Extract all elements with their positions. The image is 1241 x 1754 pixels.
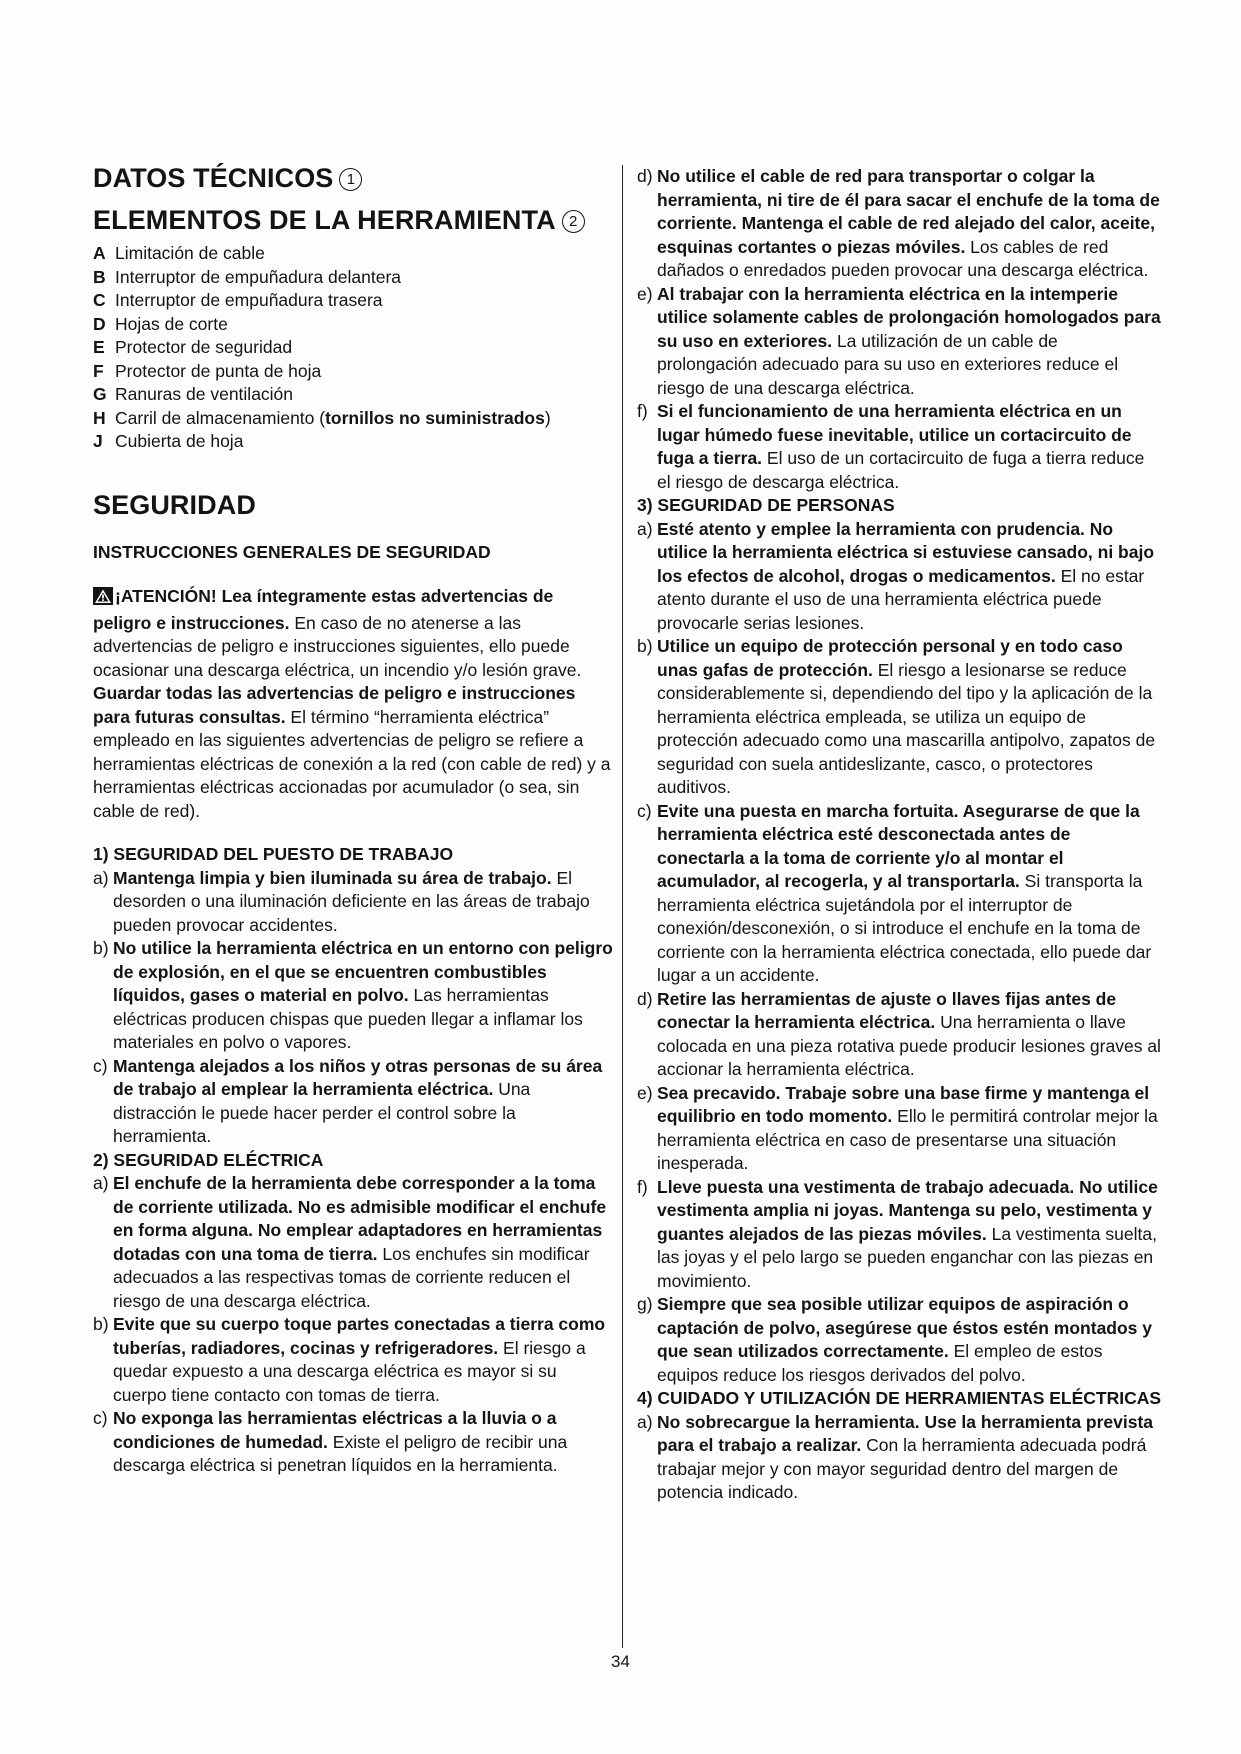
- component-item: H Carril de almacenamiento (tornillos no suministrados): [93, 407, 551, 428]
- section-title-workplace: 1) SEGURIDAD DEL PUESTO DE TRABAJO: [93, 844, 454, 864]
- heading-technical-data: DATOS TÉCNICOS 1: [93, 160, 613, 196]
- list-item: e) Sea precavido. Trabaje sobre una base firme y mantenga el equilibrio en todo momento. Ello le permitirá controlar mejor la herramienta eléctrica en caso de presentarse una situación inesperada.: [637, 1082, 1158, 1173]
- component-item: C Interruptor de empuñadura trasera: [93, 290, 383, 310]
- list-item: e) Al trabajar con la herramienta eléctrica en la intemperie utilice solamente cables de prolongación homologados para su uso en exteriores. La utilización de un cable de prolongación adecuado para su uso en exteriores reduce el riesgo de una descarga eléctrica.: [637, 283, 1161, 398]
- component-list: [93, 242, 613, 454]
- warning-paragraph: ¡ATENCIÓN! Lea íntegramente estas advertencias de peligro e instrucciones. En caso de no atenerse a las advertencias de peligro e instrucciones siguientes, ello puede ocasionar una descarga eléctrica, un incendio y/o lesión grave. Guardar todas las advertencias de peligro e instrucciones para futuras consultas. El término “herramienta eléctrica” empleado en las siguientes advertencias de peligro se refiere a herramientas eléctricas de conexión a la red (con cable de red) y a herramientas eléctricas accionadas por acumulador (o sea, sin cable de red).: [93, 586, 611, 821]
- heading-tool-elements: ELEMENTOS DE LA HERRAMIENTA 2: [93, 202, 613, 238]
- component-item: J Cubierta de hoja: [93, 431, 244, 451]
- list-item: b) No utilice la herramienta eléctrica en un entorno con peligro de explosión, en el que se encuentren combustibles líquidos, gases o material en polvo. Las herramientas eléctricas producen chispas que pueden llegar a inflamar los materiales en polvo o vapores.: [93, 938, 613, 1052]
- list-item: d) Retire las herramientas de ajuste o llaves fijas antes de conectar la herramienta eléctrica. Una herramienta o llave colocada en una pieza rotativa puede producir lesiones graves al accionar la herramienta eléctrica.: [637, 988, 1161, 1079]
- list-item: a) El enchufe de la herramienta debe corresponder a la toma de corriente utilizada. No es admisible modificar el enchufe en forma alguna. No emplear adaptadores en herramientas dotadas con una toma de tierra. Los enchufes sin modificar adecuados a las respectivas tomas de corriente reducen el riesgo de una descarga eléctrica.: [93, 1173, 607, 1311]
- list-item: c) No exponga las herramientas eléctricas a la lluvia o a condiciones de humedad. Existe el peligro de recibir una descarga eléctrica si penetran líquidos en la herramienta.: [93, 1408, 568, 1475]
- list-item: c) Mantenga alejados a los niños y otras personas de su área de trabajo al emplear la herramienta eléctrica. Una distracción le puede hacer perder el control sobre la herramienta.: [93, 1055, 603, 1146]
- right-column: [637, 165, 1162, 1505]
- left-column: [93, 160, 613, 1478]
- list-item: b) Evite que su cuerpo toque partes conectadas a tierra como tuberías, radiadores, cocinas y refrigeradores. El riesgo a quedar expuesto a una descarga eléctrica es mayor si su cuerpo tiene contacto con tomas de tierra.: [93, 1314, 606, 1405]
- list-item: a) Mantenga limpia y bien iluminada su área de trabajo. El desorden o una iluminación deficiente en las áreas de trabajo pueden provocar accidentes.: [93, 867, 590, 935]
- list-item: c) Evite una puesta en marcha fortuita. Asegurarse de que la herramienta eléctrica esté desconectada antes de conectarla a la toma de corriente y/o al montar el acumulador, al recogerla, y al transportarla. Si transporta la herramienta eléctrica sujetándola por el interruptor de conexión/desconexión, o si introduce el enchufe en la toma de corriente con la herramienta eléctrica conectada, ello puede dar lugar a un accidente.: [637, 800, 1152, 985]
- component-item: E Protector de seguridad: [93, 337, 293, 357]
- section-title-tool-care: 4) CUIDADO Y UTILIZACIÓN DE HERRAMIENTAS ELÉCTRICAS: [637, 1388, 1162, 1408]
- general-safety-subtitle: INSTRUCCIONES GENERALES DE SEGURIDAD: [93, 541, 491, 562]
- list-item: a) No sobrecargue la herramienta. Use la herramienta prevista para el trabajo a realizar. Con la herramienta adecuada podrá trabajar mejor y con mayor seguridad dentro del margen de potencia indicado.: [637, 1411, 1154, 1502]
- component-item: D Hojas de corte: [93, 313, 228, 334]
- section-title-personal: 3) SEGURIDAD DE PERSONAS: [637, 495, 895, 515]
- list-item: f) Lleve puesta una vestimenta de trabajo adecuada. No utilice vestimenta amplia ni joyas. Mantenga su pelo, vestimenta y guantes alejados de las piezas móviles. La vestimenta suelta, las joyas y el pelo largo se pueden enganchar con las piezas en movimiento.: [637, 1176, 1158, 1291]
- list-item: g) Siempre que sea posible utilizar equipos de aspiración o captación de polvo, asegúrese que éstos estén montados y que sean utilizados correctamente. El empleo de estos equipos reduce los riesgos derivados del polvo.: [637, 1294, 1153, 1385]
- heading-safety: SEGURIDAD: [93, 489, 256, 520]
- column-divider: [622, 165, 623, 1648]
- warning-icon: [93, 587, 113, 612]
- component-item: B Interruptor de empuñadura delantera: [93, 266, 402, 287]
- list-item: b) Utilice un equipo de protección personal y en todo caso unas gafas de protección. El riesgo a lesionarse se reduce considerablemente si, dependiendo del tipo y la aplicación de la herramienta eléctrica empleada, se utiliza un equipo de protección adecuado como una mascarilla antipolvo, zapatos de seguridad con suela antideslizante, casco, o protectores auditivos.: [637, 636, 1156, 797]
- section-title-electrical: 2) SEGURIDAD ELÉCTRICA: [93, 1149, 324, 1170]
- list-item: f) Si el funcionamiento de una herramienta eléctrica en un lugar húmedo fuese inevitable, utilice un cortacircuito de fuga a tierra. El uso de un cortacircuito de fuga a tierra reduce el riesgo de descarga eléctrica.: [637, 401, 1145, 492]
- component-item: F Protector de punta de hoja: [93, 360, 322, 381]
- component-item: G Ranuras de ventilación: [93, 384, 294, 404]
- page-number: 34: [611, 1652, 630, 1671]
- component-item: A Limitación de cable: [93, 243, 265, 263]
- list-item: d) No utilice el cable de red para transportar o colgar la herramienta, ni tire de él para sacar el enchufe de la toma de corriente. Mantenga el cable de red alejado del calor, aceite, esquinas cortantes o piezas móviles. Los cables de red dañados o enredados pueden provocar una descarga eléctrica.: [637, 166, 1160, 280]
- figure-reference-1: 1: [339, 168, 362, 191]
- list-item: a) Esté atento y emplee la herramienta con prudencia. No utilice la herramienta eléctrica si estuviese cansado, ni bajo los efectos de alcohol, drogas o medicamentos. El no estar atento durante el uso de una herramienta eléctrica puede provocarle serias lesiones.: [637, 518, 1155, 633]
- figure-reference-2: 2: [562, 210, 585, 233]
